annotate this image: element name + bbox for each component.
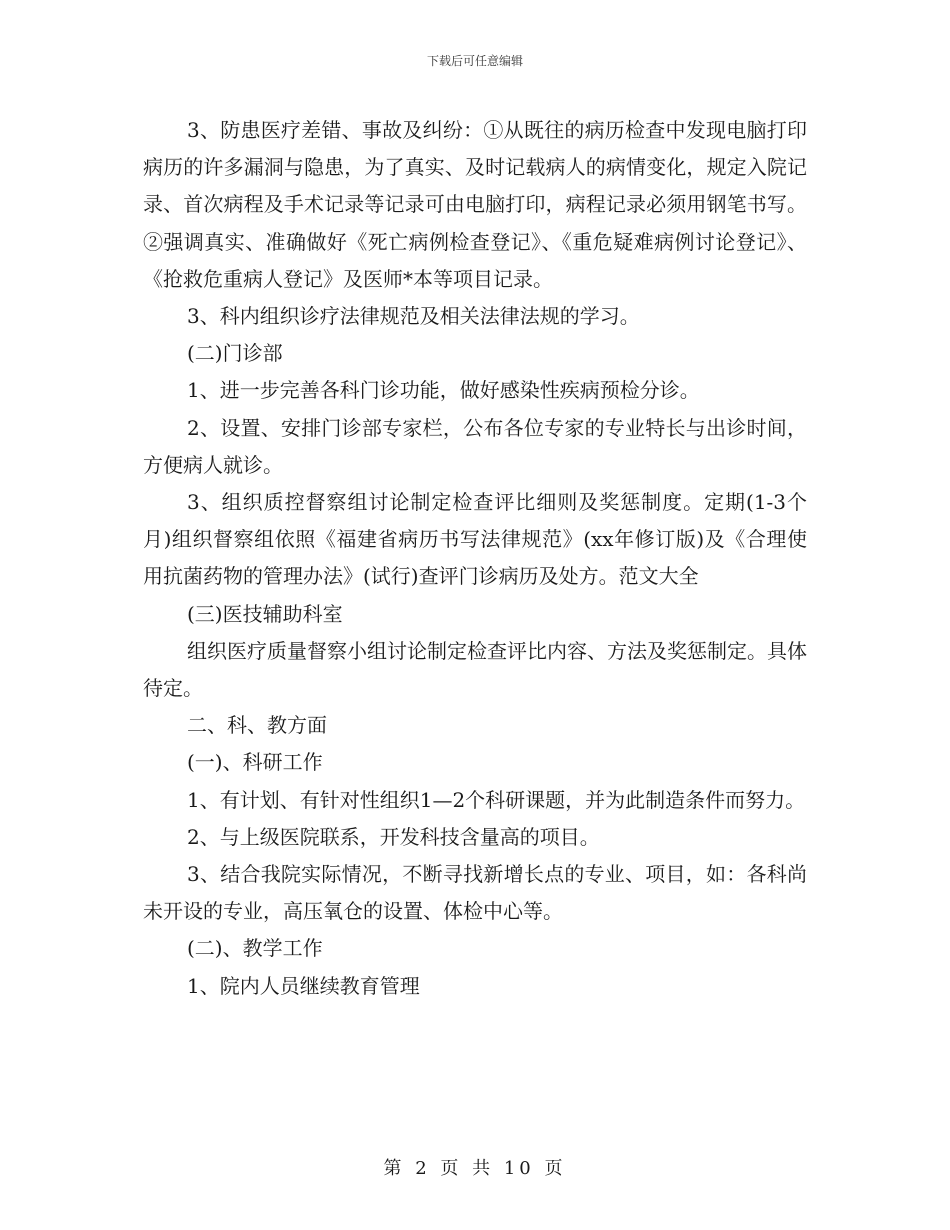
paragraph-outpatient-1: 1、进一步完善各科门诊功能，做好感染性疾病预检分诊。 [187,378,700,403]
paragraph-outpatient-3: 3、组织质控督察组讨论制定检查评比细则及奖惩制度。定期(1-3个月)组织督察组依照《福建省病历书写法律规范》(xx年修订版)及《合理使用抗菌药物的管理办法》(试行)查评门诊病历及处方。范文大全 [143,490,807,589]
paragraph-outpatient-2: 2、设置、安排门诊部专家栏，公布各位专家的专业特长与出诊时间，方便病人就诊。 [143,415,807,477]
paragraph-legal-study: 3、科内组织诊疗法律规范及相关法律法规的学习。 [187,304,640,329]
section-heading-research: (一)、科研工作 [187,750,323,775]
paragraph-medtech: 组织医疗质量督察小组讨论制定检查评比内容、方法及奖惩制定。具体待定。 [143,638,807,701]
paragraph-research-3: 3、结合我院实际情况，不断寻找新增长点的专业、项目，如：各科尚未开设的专业，高压氧仓的设置、体检中心等。 [143,862,807,924]
page-header-note: 下载后可任意编辑 [426,54,523,68]
section-heading-research-teaching: 二、科、教方面 [187,713,327,738]
paragraph-research-1: 1、有计划、有针对性组织1—2个科研课题，并为此制造条件而努力。 [187,787,806,812]
section-heading-teaching: (二)、教学工作 [187,936,323,961]
paragraph-research-2: 2、与上级医院联系，开发科技含量高的项目。 [187,824,600,849]
page-number-footer: 第 2 页 共 10 页 [383,1158,567,1179]
section-heading-outpatient: (二)门诊部 [187,341,283,366]
paragraph-error-prevention: 3、防患医疗差错、事故及纠纷：①从既往的病历检查中发现电脑打印病历的许多漏洞与隐患，为了真实、及时记载病人的病情变化，规定入院记录、首次病程及手术记录等记录可由电脑打印，病程记录必须用钢笔书写。②强调真实、准确做好《死亡病例检查登记》、《重危疑难病例讨论登记》、《抢救危重病人登记》及医师*本等项目记录。 [143,118,807,291]
section-heading-medtech: (三)医技辅助科室 [187,601,343,626]
document-body [143,112,807,1005]
paragraph-teaching-1: 1、院内人员继续教育管理 [187,973,420,998]
